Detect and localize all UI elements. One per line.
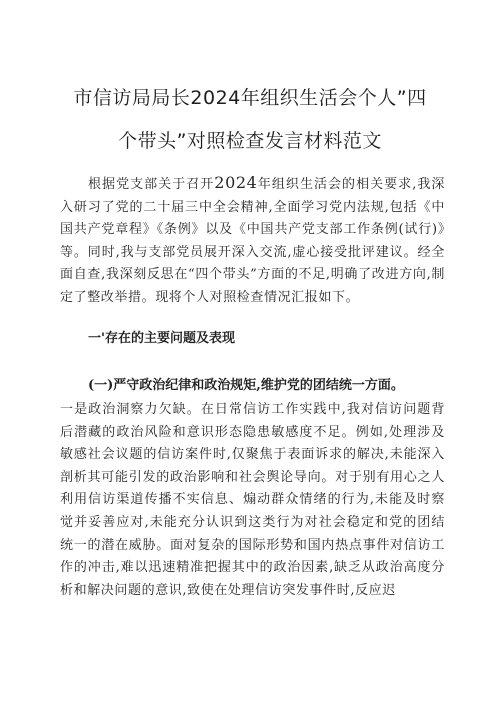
intro-year: 2024 [214, 173, 258, 192]
section-heading-problems: 一'存在的主要问题及表现 [88, 331, 235, 346]
intro-text-rest: 年组织生活会的相关要求,我深入研习了党的二十届三中全会精神,全面学习党内法规,包括《中国共产党章程》《条例》以及《中国共产党支部工作条例(试行)》等。同时,我与支部党员展开深入交流,虚心接受批评建议。经全面自查,我深刻反思在“四个带头”方面的不足,明确了改进方向,制定了整改举措。现将个人对照检查情况汇报如下。 [60, 177, 445, 305]
document-title-line-2: 个带头”对照检查发言材料范文 [118, 130, 382, 152]
subsection-heading-political-discipline: (一)严守政治纪律和政治规矩,维护党的团结统一方面。 [88, 378, 404, 393]
document-title-line-1: 市信访局局长2024年组织生活会个人”四 [73, 87, 427, 109]
subsection-body-paragraph: 一是政治洞察力欠缺。在日常信访工作实践中,我对信访问题背后潜藏的政治风险和意识形态隐患敏感度不足。例如,处理涉及敏感社会议题的信访案件时,仅聚焦于表面诉求的解决,未能深入剖析其可能引发的政治影响和社会舆论导向。对于别有用心之人利用信访渠道传播不实信息、煽动群众情绪的行为,未能及时察觉并妥善应对,未能充分认识到这类行为对社会稳定和党的团结统一的潜在威胁。面对复杂的国际形势和国内热点事件对信访工作的冲击,难以迅速精准把握其中的政治因素,缺乏从政治高度分析和解决问题的意识,致使在处理信访突发事件时,反应迟 [60, 402, 445, 598]
intro-text-start: 根据党支部关于召开 [88, 177, 215, 192]
intro-paragraph [60, 172, 445, 310]
